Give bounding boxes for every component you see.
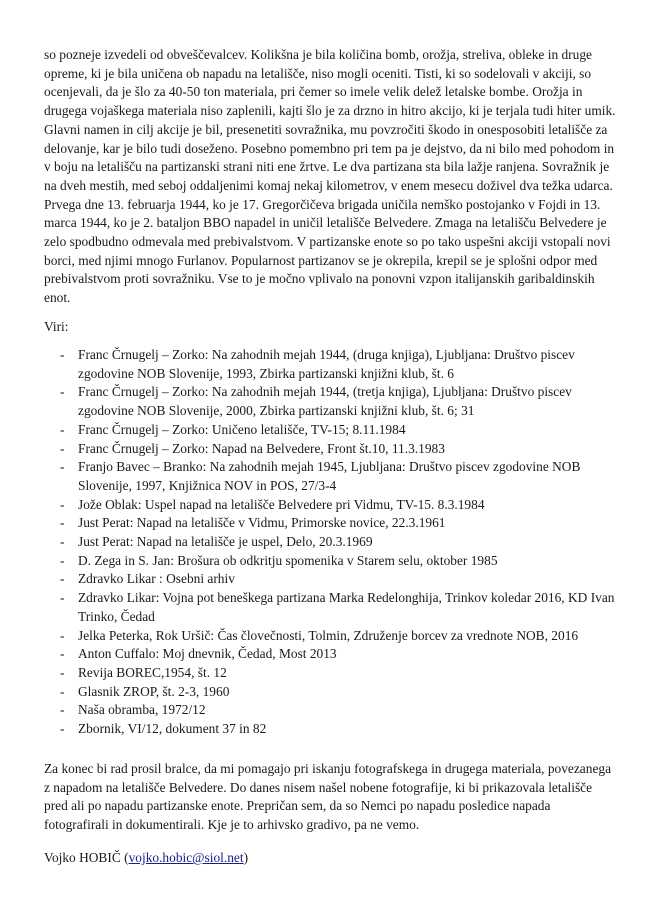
bullet-dash: -	[60, 534, 65, 550]
source-text: Just Perat: Napad na letališče v Vidmu, Primorske novice, 22.3.1961	[78, 515, 446, 531]
paren-close: )	[243, 850, 249, 865]
source-item	[44, 346, 616, 383]
source-item	[44, 570, 616, 589]
source-item	[44, 383, 616, 420]
bullet-dash: -	[60, 590, 65, 606]
source-item	[44, 440, 616, 459]
source-text: Zbornik, VI/12, dokument 37 in 82	[78, 721, 267, 737]
source-item	[44, 514, 616, 533]
source-item	[44, 627, 616, 646]
paren-open: (	[120, 850, 129, 865]
bullet-dash: -	[60, 702, 65, 718]
source-item	[44, 552, 616, 571]
sources-heading: Viri:	[44, 319, 69, 334]
source-text: Zdravko Likar : Osebni arhiv	[78, 571, 235, 587]
source-item	[44, 701, 616, 720]
source-item	[44, 458, 616, 495]
source-text: Franc Črnugelj – Zorko: Na zahodnih mejah 1944, (druga knjiga), Ljubljana: Društvo piscev zgodovine NOB Slovenije, 1993, Zbirka partizanski knjižni klub, št. 6	[78, 347, 575, 381]
bullet-dash: -	[60, 515, 65, 531]
source-item	[44, 533, 616, 552]
source-text: D. Zega in S. Jan: Brošura ob odkritju spomenika v Starem selu, oktober 1985	[78, 552, 498, 568]
source-text: Franc Črnugelj – Zorko: Uničeno letališče, TV-15; 8.11.1984	[78, 421, 406, 437]
body-paragraph-2: Za konec bi rad prosil bralce, da mi pomagajo pri iskanju fotografskega in drugega materiala, povezanega z napadom na letališče Belvedere. Do danes nisem našel nobene fotografije, ki bi prikazovala letališče pred ali po napadu partizanske enote. Prepričan sem, da so Nemci po napadu posledice napada fotografirali in dokumentirali. Kje je to arhivsko gradivo, pa ne vemo.	[44, 761, 612, 833]
bullet-dash: -	[60, 552, 65, 568]
source-item	[44, 589, 616, 626]
bullet-dash: -	[60, 384, 65, 400]
bullet-dash: -	[60, 627, 65, 643]
bullet-dash: -	[60, 496, 65, 512]
source-text: Jelka Peterka, Rok Uršič: Čas človečnosti, Tolmin, Združenje borcev za vrednote NOB, 2016	[78, 627, 579, 643]
bullet-dash: -	[60, 646, 65, 662]
author-signature	[44, 849, 248, 868]
source-text: Glasnik ZROP, št. 2-3, 1960	[78, 683, 230, 699]
author-email-link[interactable]: vojko.hobic@siol.net	[128, 850, 244, 865]
bullet-dash: -	[60, 421, 65, 437]
source-item	[44, 720, 616, 739]
source-text: Naša obramba, 1972/12	[78, 702, 206, 718]
source-item	[44, 421, 616, 440]
author-name: Vojko HOBIČ	[44, 850, 121, 865]
bullet-dash: -	[60, 664, 65, 680]
source-item	[44, 496, 616, 515]
source-text: Zdravko Likar: Vojna pot beneškega partizana Marka Redelonghija, Trinkov koledar 2016, KD Ivan Trinko, Čedad	[78, 590, 615, 624]
body-paragraph-1: so pozneje izvedeli od obveščevalcev. Kolikšna je bila količina bomb, orožja, streliva, obleke in druge opreme, ki je bila uničena ob napadu na letališče, niso mogli oceniti. Tisti, ki so sodelovali v akciji, so ocenjevali, da je šlo za 40-50 ton materiala, pri čemer so imele velik delež letalske bombe. Orožja in drugega vojaškega materiala niso zaplenili, kajti šlo je za drzno in hitro akcijo, ki je terjala tudi hiter umik. Glavni namen in cilj akcije je bil, presenetiti sovražnika, mu povzročiti škodo in onesposobiti letališče za delovanje, kar je bilo tudi doseženo. Posebno pomembno pri tem pa je dejstvo, da ni bilo med pohodom in v boju na letališču na partizanski strani niti ene žrtve. Le dva partizana sta bila lažje ranjena. Sovražnik je na dveh mestih, med seboj oddaljenimi komaj nekaj kilometrov, v enem mesecu doživel dva težka udarca. Prvega dne 13. februarja 1944, ko je 17. Gregorčičeva brigada uničila nemško postojanko v Fojdi in 13. marca 1944, ko je 2. bataljon BBO napadel in uničil letališče Belvedere. Zmaga na letališču Belvedere je zelo spodbudno odmevala med prebivalstvom. V partizanske enote so po tako uspešni akciji vstopali novi borci, med njimi mnogo Furlanov. Popularnost partizanov se je okrepila, krepil se je splošni odpor med prebivalstvom proti sovražniku. Vse to je močno vplivalo na ponovni vzpon italijanskih garibaldinskih enot.	[44, 47, 616, 306]
bullet-dash: -	[60, 347, 65, 362]
source-text: Franjo Bavec – Branko: Na zahodnih mejah 1945, Ljubljana: Društvo piscev zgodovine NOB Slovenije, 1997, Knjižnica NOV in POS, 27/3-4	[78, 459, 581, 493]
source-text: Anton Cuffalo: Moj dnevnik, Čedad, Most 2013	[78, 646, 337, 662]
bullet-dash: -	[60, 459, 65, 475]
source-text: Franc Črnugelj – Zorko: Napad na Belvedere, Front št.10, 11.3.1983	[78, 440, 445, 456]
source-text: Revija BOREC,1954, št. 12	[78, 664, 227, 680]
source-item	[44, 664, 616, 683]
source-text: Franc Črnugelj – Zorko: Na zahodnih mejah 1944, (tretja knjiga), Ljubljana: Društvo piscev zgodovine NOB Slovenije, 2000, Zbirka partizanski knjižni klub, št. 6; 31	[78, 384, 572, 419]
source-item	[44, 683, 616, 702]
bullet-dash: -	[60, 721, 65, 737]
source-text: Jože Oblak: Uspel napad na letališče Belvedere pri Vidmu, TV-15. 8.3.1984	[78, 496, 485, 512]
bullet-dash: -	[60, 683, 65, 699]
bullet-dash: -	[60, 440, 65, 456]
source-item	[44, 645, 616, 664]
source-text: Just Perat: Napad na letališče je uspel, Delo, 20.3.1969	[78, 534, 373, 550]
bullet-dash: -	[60, 571, 65, 587]
sources-list	[44, 346, 616, 739]
